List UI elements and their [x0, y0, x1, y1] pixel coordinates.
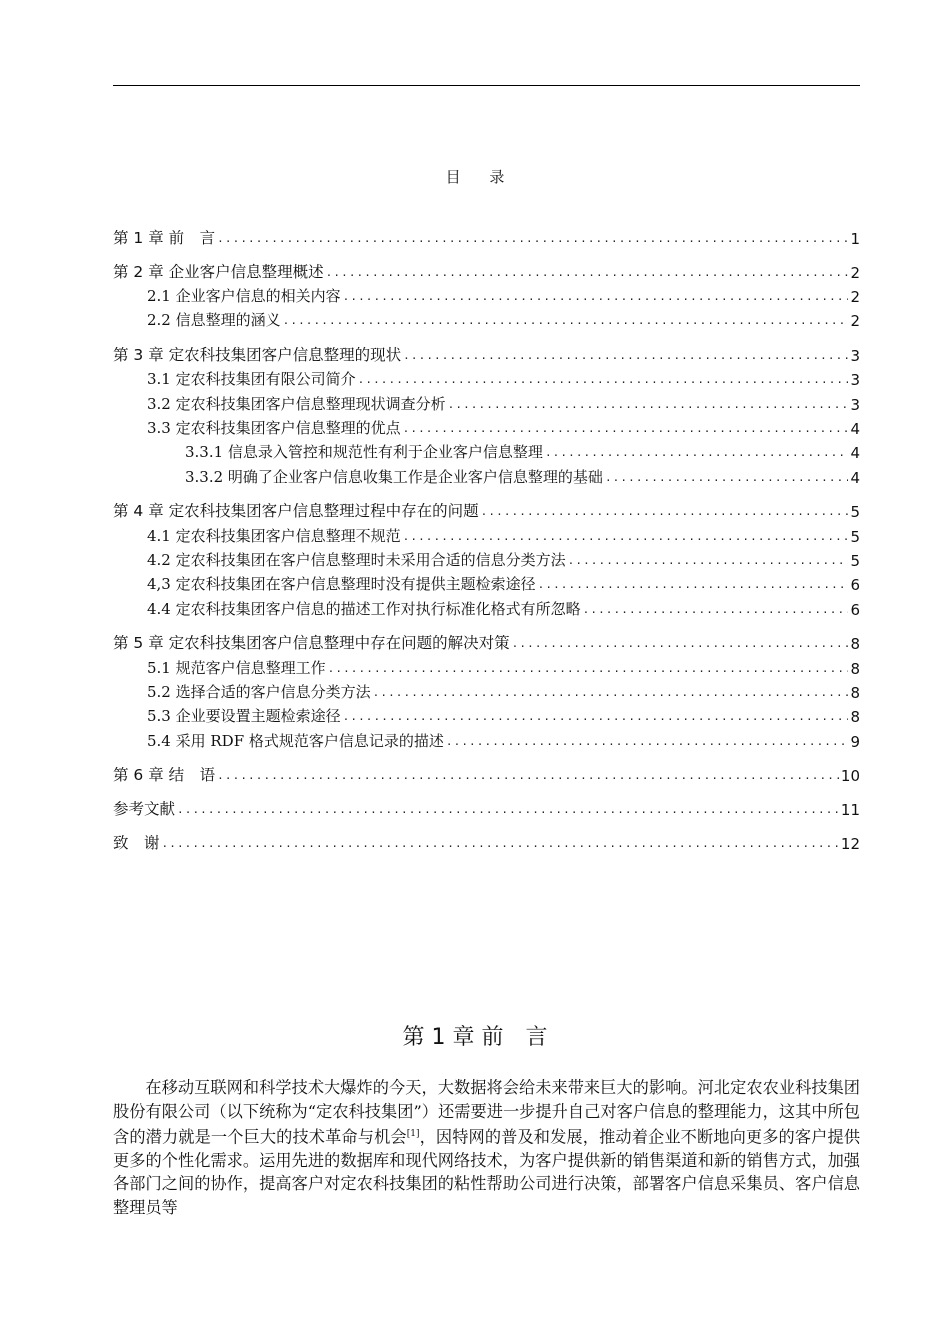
chapter-heading: 第 1 章 前 言 — [402, 1025, 548, 1050]
toc-entry-label: 5.4 采用 RDF 格式规范客户信息记录的描述 — [147, 732, 444, 750]
toc-entry-label: 参考文献 — [113, 800, 176, 818]
toc-entry-label: 4.4 定农科技集团客户信息的描述工作对执行标准化格式有所忽略 — [147, 600, 581, 618]
toc-entry[interactable] — [113, 495, 860, 521]
toc-entry-label: 第 4 章 定农科技集团客户信息整理过程中存在的问题 — [113, 502, 479, 520]
toc-entry[interactable] — [113, 436, 860, 462]
toc-leader — [512, 635, 849, 653]
toc-entry[interactable] — [113, 222, 860, 248]
toc-entry[interactable] — [113, 759, 860, 785]
toc-entry-label: 4,3 定农科技集团在客户信息整理时没有提供主题检索途径 — [147, 575, 536, 593]
toc-leader — [177, 801, 839, 819]
toc-leader — [283, 312, 849, 330]
toc-entry[interactable] — [113, 676, 860, 702]
toc-entry[interactable] — [113, 339, 860, 365]
toc-leader — [538, 576, 849, 594]
toc-entry[interactable] — [113, 725, 860, 751]
toc-leader — [217, 767, 839, 785]
toc-page-number: 8 — [850, 660, 860, 678]
toc-page-number: 3 — [850, 347, 860, 365]
toc-entry[interactable] — [113, 593, 860, 619]
toc-page-number: 2 — [850, 288, 860, 306]
toc-entry[interactable] — [113, 544, 860, 570]
toc-entry-label: 5.3 企业要设置主题检索途径 — [147, 707, 341, 725]
toc-page-number: 1 — [850, 230, 860, 248]
toc-entry-label: 4.1 定农科技集团客户信息整理不规范 — [147, 527, 401, 545]
toc-page-number: 9 — [850, 733, 860, 751]
toc-entry[interactable] — [113, 652, 860, 678]
toc-page-number: 8 — [850, 708, 860, 726]
toc-entry-label: 3.3.1 信息录入管控和规范性有利于企业客户信息整理 — [185, 443, 543, 461]
toc-page-number: 3 — [850, 396, 860, 414]
toc-leader — [217, 230, 848, 248]
toc-entry[interactable] — [113, 304, 860, 330]
toc-leader — [481, 503, 849, 521]
toc-entry[interactable] — [113, 363, 860, 389]
toc-entry[interactable] — [113, 461, 860, 487]
toc-entry[interactable] — [113, 256, 860, 282]
toc-leader — [605, 469, 849, 487]
toc-page-number: 4 — [850, 420, 860, 438]
toc-entry[interactable] — [113, 793, 860, 819]
toc-page-number: 10 — [840, 767, 860, 785]
toc-leader — [545, 444, 849, 462]
toc-page-number: 5 — [850, 503, 860, 521]
toc-entry-label: 第 1 章 前 言 — [113, 229, 216, 247]
toc-entry-label: 3.3.2 明确了企业客户信息收集工作是企业客户信息整理的基础 — [185, 468, 603, 486]
toc-leader — [162, 835, 839, 853]
toc-page-number: 5 — [850, 528, 860, 546]
toc-leader — [343, 708, 849, 726]
toc-page-number: 8 — [850, 684, 860, 702]
toc-page-number: 12 — [840, 835, 860, 853]
toc-entry-label: 致 谢 — [113, 834, 160, 852]
toc-entry-label: 3.3 定农科技集团客户信息整理的优点 — [147, 419, 401, 437]
toc-leader — [446, 733, 849, 751]
toc-entry[interactable] — [113, 412, 860, 438]
chapter-paragraph — [113, 1076, 860, 1219]
toc-entry-label: 3.2 定农科技集团客户信息整理现状调查分析 — [147, 395, 446, 413]
toc-entry-label: 第 2 章 企业客户信息整理概述 — [113, 263, 324, 281]
toc-page-number: 2 — [850, 312, 860, 330]
toc-entry[interactable] — [113, 700, 860, 726]
toc-page-number: 5 — [850, 552, 860, 570]
citation-marker[interactable]: [1] — [406, 1129, 420, 1139]
toc-entry-label: 3.1 定农科技集团有限公司简介 — [147, 370, 356, 388]
toc-page-number: 4 — [850, 444, 860, 462]
toc-entry-label: 第 5 章 定农科技集团客户信息整理中存在问题的解决对策 — [113, 634, 510, 652]
toc-page-number: 3 — [850, 371, 860, 389]
toc-leader — [583, 601, 849, 619]
toc-entry[interactable] — [113, 280, 860, 306]
toc-entry[interactable] — [113, 388, 860, 414]
toc-entry-label: 2.1 企业客户信息的相关内容 — [147, 287, 341, 305]
toc-entry-label: 2.2 信息整理的涵义 — [147, 311, 281, 329]
toc-entry-label: 5.2 选择合适的客户信息分类方法 — [147, 683, 371, 701]
toc-entry-label: 第 6 章 结 语 — [113, 766, 216, 784]
paragraph-text: 在移动互联网和科学技术大爆炸的今天，大数据将会给未来带来巨大的影响。河北定农农业科技集团股份有限公司（以下统称为“定农科技集团”）还需要进一步提升自己对客户信息的整理能力，这其中所包含的潜力就是一个巨大的技术革命与机会 — [113, 1078, 860, 1147]
header-rule — [113, 85, 860, 86]
toc-page-number: 6 — [850, 601, 860, 619]
toc-entry-label: 4.2 定农科技集团在客户信息整理时未采用合适的信息分类方法 — [147, 551, 566, 569]
toc-page-number: 8 — [850, 635, 860, 653]
toc-title: 目 录 — [445, 168, 517, 186]
toc-entry[interactable] — [113, 568, 860, 594]
toc-entry-label: 第 3 章 定农科技集团客户信息整理的现状 — [113, 346, 402, 364]
toc-page-number: 6 — [850, 576, 860, 594]
toc-entry-label: 5.1 规范客户信息整理工作 — [147, 659, 326, 677]
toc-page-number: 2 — [850, 264, 860, 282]
toc-entry[interactable] — [113, 627, 860, 653]
toc-entry[interactable] — [113, 520, 860, 546]
toc-page-number: 4 — [850, 469, 860, 487]
toc-leader — [358, 371, 849, 389]
paragraph-text: ，因特网的普及和发展，推动着企业不断地向更多的客户提供更多的个性化需求。运用先进的数据库和现代网络技术，为客户提供新的销售渠道和新的销售方式，加强各部门之间的协作，提高客户对定农科技集团的粘性帮助公司进行决策，部署客户信息采集员、客户信息整理员等 — [113, 1127, 861, 1217]
toc-page-number: 11 — [840, 801, 860, 819]
toc-entry[interactable] — [113, 827, 860, 853]
